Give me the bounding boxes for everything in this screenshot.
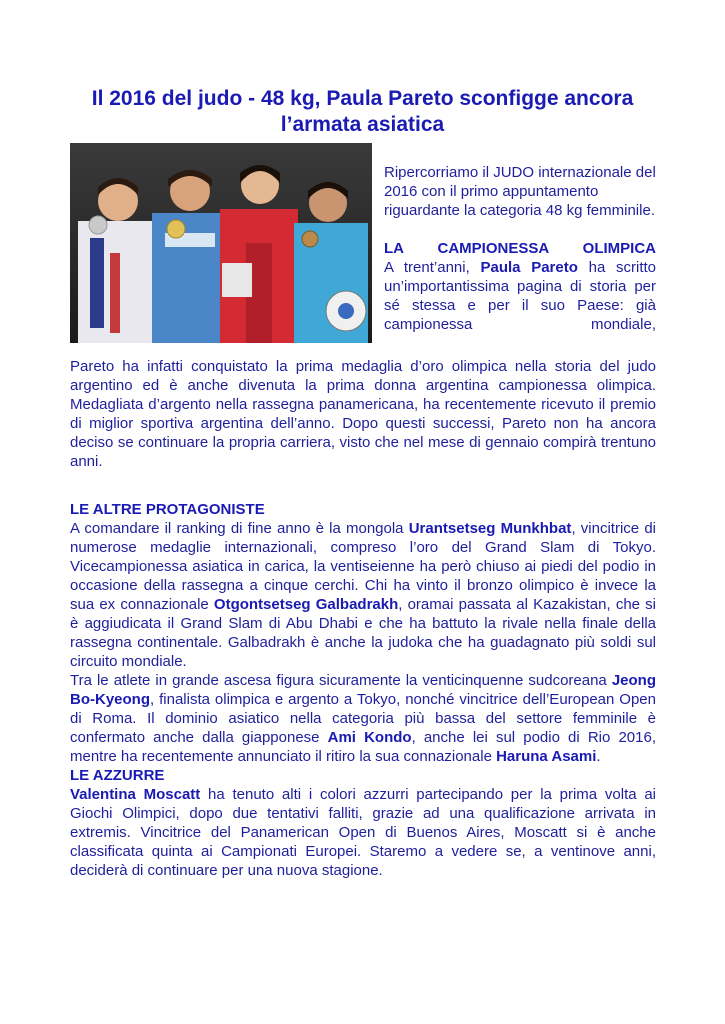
olimpica-continuation [70, 357, 656, 471]
podium-photo-icon [70, 143, 372, 343]
protagoniste-text-4: Tra le atlete in grande ascesa figura sicuramente la venticinquenne sudcoreana [70, 672, 612, 689]
athlete-name-galbadrakh: Otgontsetseg Galbadrakh [213, 596, 399, 613]
side-column [384, 163, 656, 334]
azzurre-text: ha tenuto alti i colori azzurri partecipando per la prima volta ai Giochi Olimpici, dopo due tentativi falliti, grazie ad una qualificazione arrivata in extremis. Vincitrice del Panamerican Open di Buenos Aires, Moscatt si è anche classificata quinta ai Campionati Europei. Staremo a vedere se, a ventinove anni, deciderà di continuare per una nuova stagione. [70, 786, 657, 879]
heading-campionessa-olimpica: LA CAMPIONESSA OLIMPICA [384, 240, 656, 257]
athlete-name-jeong: Jeong Bo-Kyeong [70, 672, 656, 708]
protagoniste-paragraph-1 [70, 519, 656, 671]
azzurre-paragraph [70, 785, 656, 880]
athlete-name-moscatt: Valentina Moscatt [70, 786, 201, 803]
athlete-name-pareto: Paula Pareto [480, 259, 578, 276]
protagoniste-text-1: A comandare il ranking di fine anno è la mongola [70, 520, 409, 537]
olimpica-paragraph-start [384, 258, 656, 334]
athlete-name-kondo: Ami Kondo [327, 729, 412, 746]
intro-paragraph: Ripercorriamo il JUDO internazionale del 2016 con il primo appuntamento riguardante la categoria 48 kg femminile. [384, 164, 656, 219]
article-title: Il 2016 del judo - 48 kg, Paula Pareto sconfigge ancora l’armata asiatica [91, 87, 634, 136]
athlete-name-munkhbat: Urantsetseg Munkhbat [408, 520, 572, 537]
olimpica-text-a: A trent’anni, [384, 259, 481, 276]
protagoniste-text-6: , anche lei sul podio di Rio 2016, mentre ha recentemente annunciato il ritiro la sua connazionale [70, 729, 656, 765]
heading-altre-protagoniste: LE ALTRE PROTAGONISTE [70, 501, 265, 518]
podium-photo [70, 143, 372, 343]
protagoniste-text-7: . [596, 748, 601, 765]
protagoniste-section [70, 500, 656, 880]
protagoniste-text-5: , finalista olimpica e argento a Tokyo, nonché vincitrice dell’European Open di Roma. Il dominio asiatico nella categoria più bassa del settore femminile è confermato anche dalla giapponese [70, 691, 656, 746]
protagoniste-text-3: , oramai passata al Kazakistan, che si è aggiudicata il Grand Slam di Abu Dhabi e che ha battuto la rivale nella finale della rassegna continentale. Galbadrakh è anche la judoka che ha guadagnato più soldi sul circuito mondiale. [70, 596, 656, 670]
heading-azzurre: LE AZZURRE [70, 767, 165, 784]
protagoniste-paragraph-2 [70, 671, 656, 766]
protagoniste-text-2: , vincitrice di numerose medaglie internazionali, compreso l’oro del Grand Slam di Tokyo. Vicecampionessa asiatica in carica, la ventiseienne ha però chiuso ai piedi del podio in occasione della rassegna a cinque cerchi. Chi ha vinto il bronzo olimpico è invece la sua ex connazionale [70, 520, 656, 613]
olimpica-text-b: ha scritto un’importantissima pagina di storia per sé stessa e per il suo Paese: già campionessa mondiale, [384, 259, 656, 333]
athlete-name-asami: Haruna Asami [496, 748, 597, 765]
olimpica-paragraph-continuation: Pareto ha infatti conquistato la prima medaglia d’oro olimpica nella storia del judo argentino ed è anche divenuta la prima donna argentina campionessa olimpica. Medagliata d’argento nella rassegna panamericana, ha recentemente ricevuto il premio di miglior sportiva argentina dell’anno. Dopo questi successi, Pareto non ha ancora deciso se continuare la propria carriera, visto che nel mese di gennaio compirà trentuno anni. [70, 358, 656, 470]
